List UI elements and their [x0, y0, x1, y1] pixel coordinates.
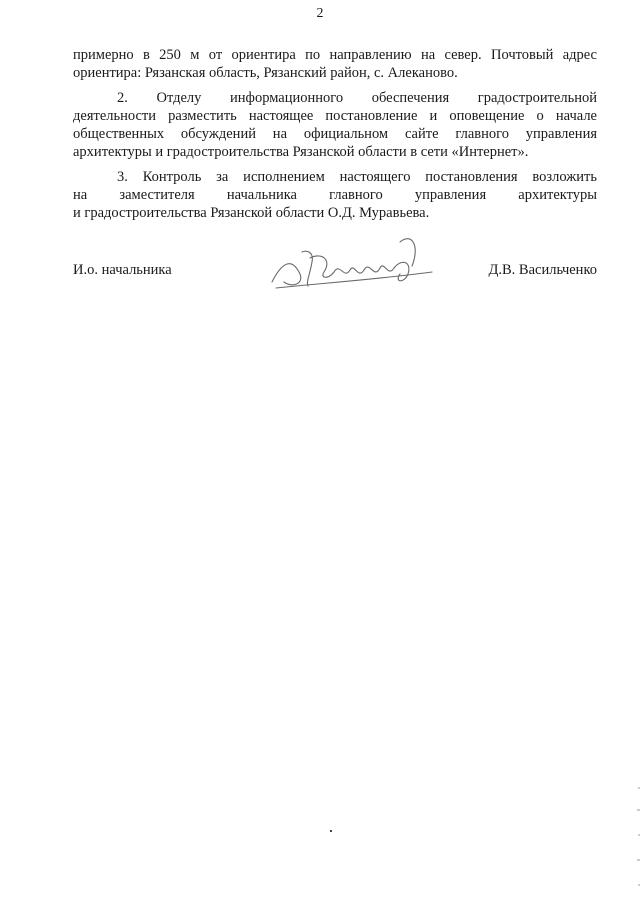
page-number: 2 — [316, 6, 324, 21]
signatory-position: И.о. начальника — [73, 262, 172, 278]
paragraph-line: примерно в 250 м от ориентира по направлению на север. Почтовый адрес — [73, 47, 597, 63]
paragraph-line: на заместителя начальника главного управления архитектуры — [73, 187, 597, 203]
scan-edge-marks — [632, 780, 640, 905]
paragraph-line: и градостроительства Рязанской области О.Д. Муравьева. — [73, 205, 430, 221]
paragraph-line: 2. Отделу информационного обеспечения градостроительной — [117, 90, 597, 106]
document-body — [73, 46, 597, 229]
paragraph-line: ориентира: Рязанская область, Рязанский район, с. Алеканово. — [73, 65, 458, 81]
paragraph-2 — [73, 89, 597, 161]
paragraph-line: общественных обсуждений на официальном сайте главного управления — [73, 126, 597, 142]
paragraph-line: деятельности разместить настоящее постановление и оповещение о начале — [73, 108, 597, 124]
paragraph-line: архитектуры и градостроительства Рязанской области в сети «Интернет». — [73, 144, 529, 160]
paragraph-3 — [73, 168, 597, 222]
paragraph-1-continuation — [73, 46, 597, 82]
scan-speck — [330, 830, 332, 832]
handwritten-signature — [262, 222, 442, 302]
signatory-name: Д.В. Васильченко — [488, 262, 597, 278]
paragraph-line: 3. Контроль за исполнением настоящего постановления возложить — [117, 169, 597, 185]
